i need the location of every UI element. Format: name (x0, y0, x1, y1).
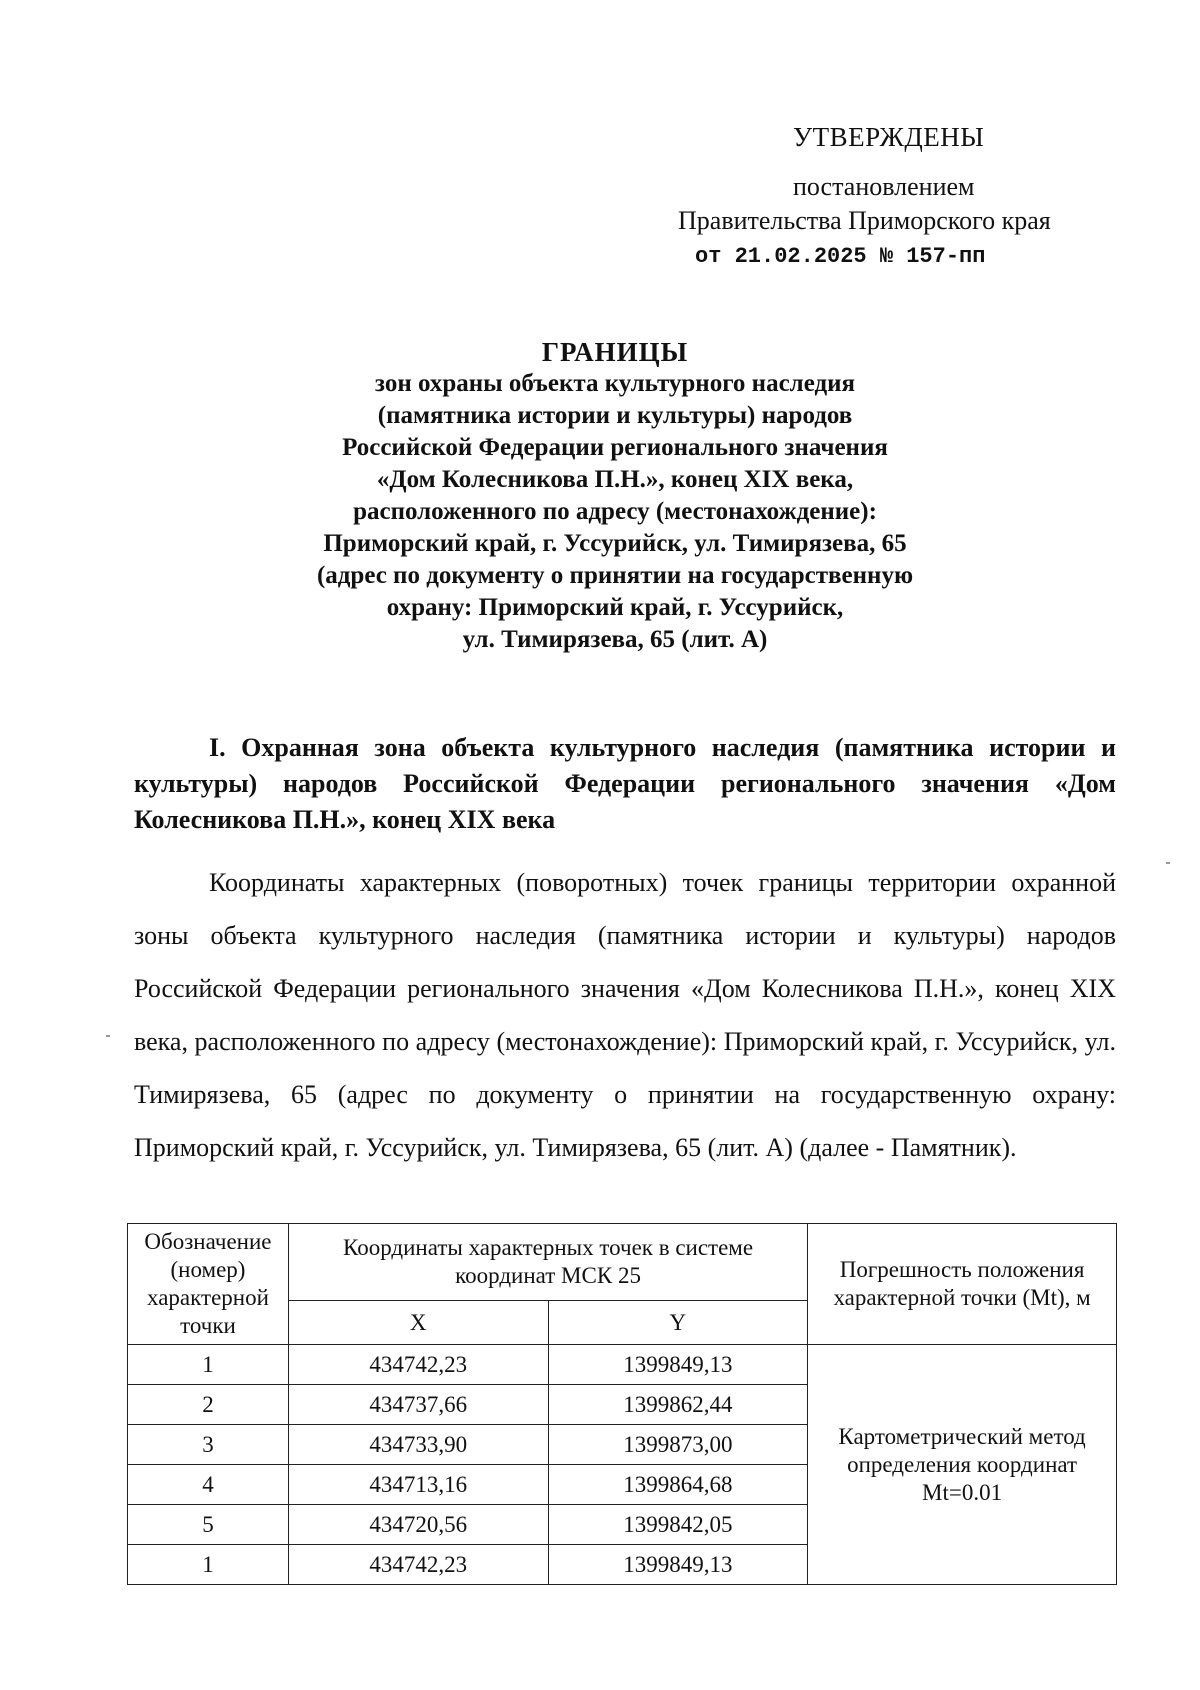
x-cell: 434742,23 (288, 1545, 548, 1585)
y-cell: 1399842,05 (548, 1505, 808, 1545)
coordinates-table (127, 1223, 1117, 1585)
method-cell (808, 1345, 1117, 1585)
approved-by: постановлением (793, 172, 975, 201)
x-cell: 434720,56 (288, 1505, 548, 1545)
approved-label: УТВЕРЖДЕНЫ (793, 122, 985, 152)
header-x: X (288, 1301, 548, 1345)
title-line: (адрес по документу о принятии на государственную (316, 562, 914, 589)
x-cell: 434713,16 (288, 1465, 548, 1505)
header-y: Y (548, 1301, 808, 1345)
point-cell: 1 (128, 1345, 289, 1385)
table-row (128, 1345, 1117, 1385)
x-cell: 434737,66 (288, 1385, 548, 1425)
approval-block (670, 120, 1090, 274)
y-cell: 1399864,68 (548, 1465, 808, 1505)
title-line: охрану: Приморский край, г. Уссурийск, (386, 594, 844, 621)
method-value: Mt=0.01 (922, 1479, 1003, 1505)
point-cell: 3 (128, 1425, 289, 1465)
header-point: Обозначение (номер) характерной точки (128, 1224, 289, 1345)
y-cell: 1399849,13 (548, 1345, 808, 1385)
title-line: Российской Федерации регионального значения (342, 434, 888, 461)
title-heading: ГРАНИЦЫ (541, 337, 689, 367)
point-cell: 2 (128, 1385, 289, 1425)
decree-stamp: от 21.02.2025 № 157-пп (695, 244, 986, 269)
title-line: (памятника истории и культуры) народов (377, 402, 853, 429)
title-line: зон охраны объекта культурного наследия (374, 370, 856, 397)
x-cell: 434733,90 (288, 1425, 548, 1465)
method-label: Картометрический метод определения координат (838, 1423, 1086, 1477)
title-line: Приморский край, г. Уссурийск, ул. Тимирязева, 65 (323, 530, 907, 557)
y-cell: 1399873,00 (548, 1425, 808, 1465)
header-error: Погрешность положения характерной точки (Mt), м (808, 1224, 1117, 1345)
point-cell: 5 (128, 1505, 289, 1545)
scan-speck (1166, 862, 1170, 864)
document-title (200, 336, 1030, 656)
point-cell: 1 (128, 1545, 289, 1585)
x-cell: 434742,23 (288, 1345, 548, 1385)
title-line: ул. Тимирязева, 65 (лит. А) (462, 626, 768, 653)
y-cell: 1399849,13 (548, 1545, 808, 1585)
header-coordinates: Координаты характерных точек в системе координат МСК 25 (288, 1224, 807, 1301)
title-line: расположенного по адресу (местонахождение): (353, 498, 877, 525)
scan-speck (106, 1035, 110, 1037)
point-cell: 4 (128, 1465, 289, 1505)
section-paragraph: Координаты характерных (поворотных) точек границы территории охранной зоны объекта культурного наследия (памятника истории и культуры) народов Российской Федерации регионального значения «Дом Колесникова П.Н.», конец XIX века, расположенного по адресу (местонахождение): Приморский край, г. Уссурийск, ул. Тимирязева, 65 (адрес по документу о принятии на государственную охрану: Приморский край, г. Уссурийск, ул. Тимирязева, 65 (лит. А) (далее - Памятник). (134, 868, 1116, 1162)
title-line: «Дом Колесникова П.Н.», конец XIX века, (376, 466, 854, 493)
approving-authority: Правительства Приморского края (678, 206, 1051, 235)
section-heading: I. Охранная зона объекта культурного наследия (памятника истории и культуры) народов Российской Федерации регионального значения «Дом Колесникова П.Н.», конец XIX века (134, 733, 1116, 834)
y-cell: 1399862,44 (548, 1385, 808, 1425)
